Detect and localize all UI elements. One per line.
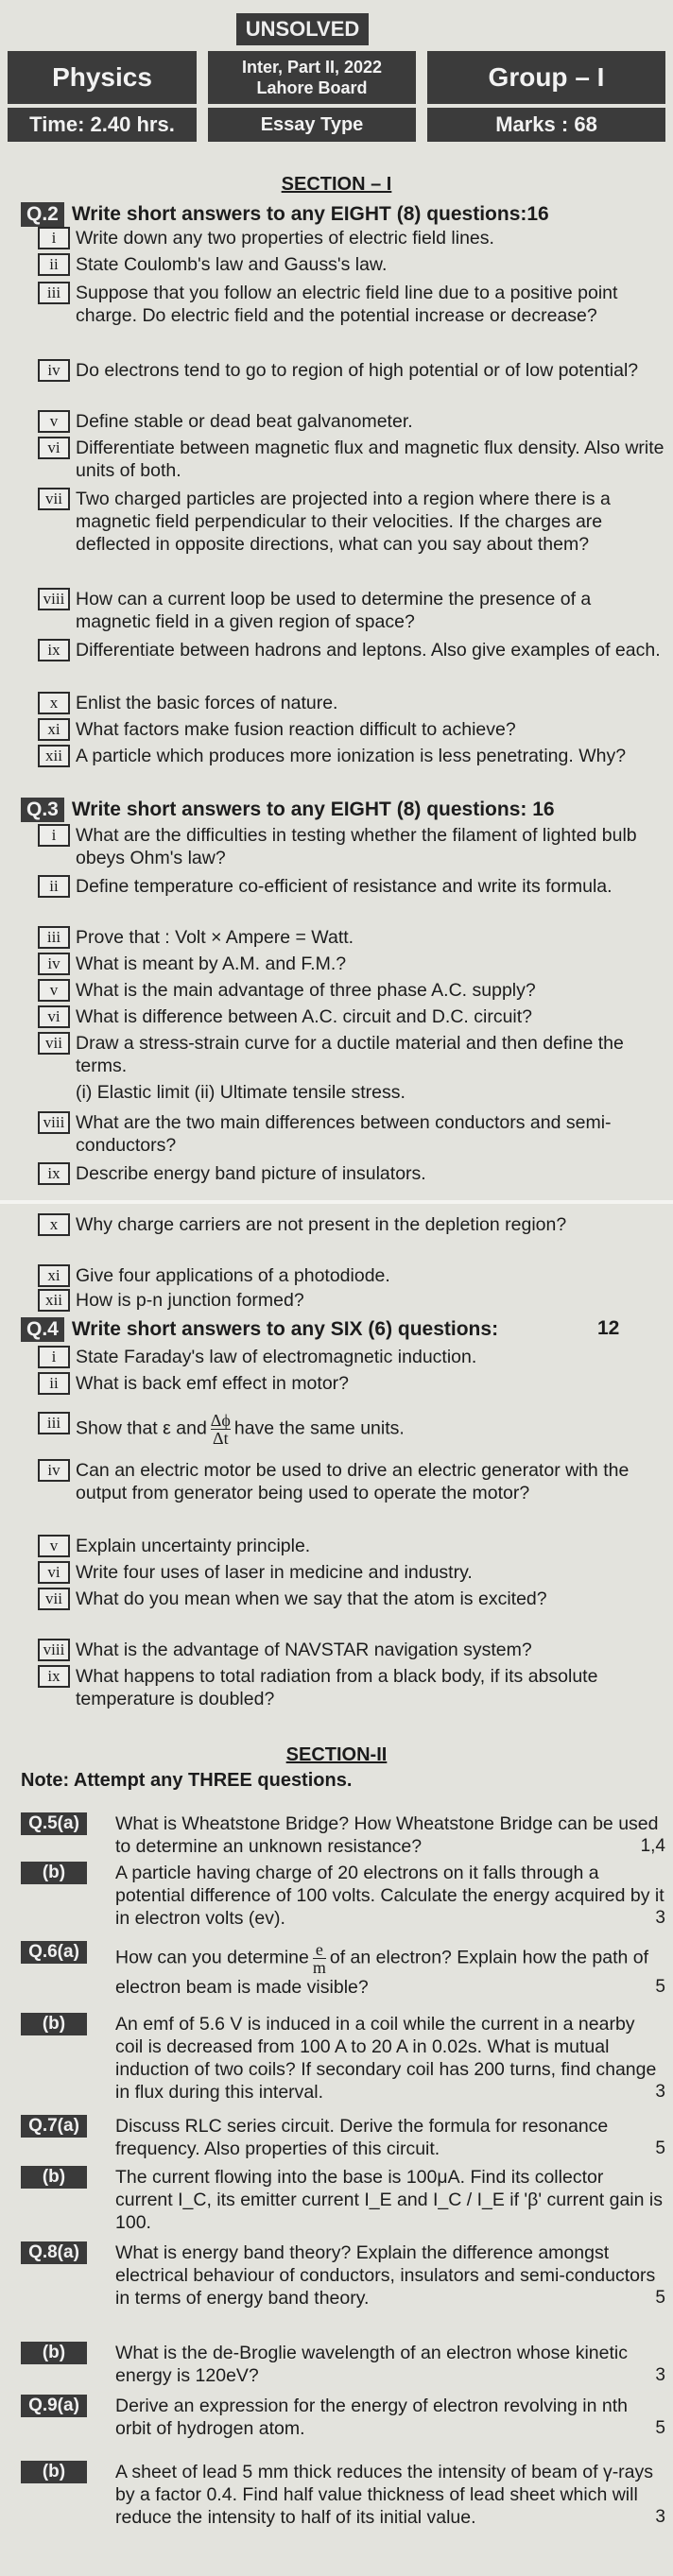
- q7a: [21, 2115, 665, 2160]
- q9a: [21, 2395, 665, 2440]
- item-number: v: [38, 1535, 70, 1557]
- item-text: How can a current loop be used to determine the presence of a magnetic field in a given region of space?: [76, 589, 592, 632]
- q5b: [21, 1862, 665, 1930]
- fraction-numerator: e: [315, 1940, 323, 1959]
- item-text: What is meant by A.M. and F.M.?: [76, 953, 347, 974]
- item-text: Write down any two properties of electric field lines.: [76, 228, 494, 249]
- q2-title: Write short answers to any EIGHT (8) questions:16: [71, 203, 549, 225]
- q2-item: [45, 745, 665, 767]
- item-text: Prove that : Volt × Ampere = Watt.: [76, 927, 354, 948]
- item-text: Differentiate between magnetic flux and magnetic flux density. Also write units of both.: [76, 438, 664, 481]
- q2-heading: [21, 202, 549, 227]
- fraction-numerator: Δϕ: [210, 1411, 231, 1430]
- q4-item: [46, 1411, 665, 1448]
- item-text: A particle which produces more ionization is less penetrating. Why?: [76, 746, 627, 766]
- q2-number: Q.2: [21, 202, 64, 227]
- item-number: vii: [38, 488, 70, 510]
- question-text-pre: How can you determine: [115, 1947, 309, 1968]
- section-1-title: SECTION – I: [281, 174, 392, 195]
- item-text: Do electrons tend to go to region of high potential or of low potential?: [76, 360, 639, 381]
- q6a: [21, 1941, 665, 1999]
- item-number: vi: [38, 1005, 70, 1028]
- question-marks: 3: [655, 2507, 665, 2527]
- item-number: v: [38, 979, 70, 1002]
- q7b: [21, 2166, 665, 2234]
- item-number: xi: [38, 1264, 70, 1287]
- q2-item: [45, 488, 665, 556]
- item-number: x: [38, 692, 70, 714]
- item-number: v: [38, 410, 70, 433]
- unsolved-label: UNSOLVED: [236, 13, 369, 45]
- question-tag: (b): [21, 2013, 87, 2035]
- q4-item: [49, 1535, 665, 1557]
- question-text: What is the de-Broglie wavelength of an electron whose kinetic energy is 120eV?: [115, 2343, 628, 2386]
- q4-item: [45, 1588, 665, 1610]
- question-text: Derive an expression for the energy of electron revolving in nth orbit of hydrogen atom.: [115, 2396, 628, 2439]
- q4-item: [51, 1346, 665, 1368]
- paper-type-label: Essay Type: [208, 108, 416, 142]
- q2-item: [51, 227, 665, 249]
- q8a: [21, 2241, 665, 2310]
- item-number: viii: [38, 1111, 70, 1134]
- question-text: What is Wheatstone Bridge? How Wheatstone Bridge can be used to determine an unknown resistance?: [115, 1813, 659, 1857]
- group-label: Group – I: [427, 51, 665, 104]
- item-number: xii: [38, 1289, 70, 1312]
- question-marks: 3: [655, 1908, 665, 1928]
- item-number: iv: [38, 953, 70, 975]
- q4-item: [47, 1459, 665, 1504]
- item-text: Enlist the basic forces of nature.: [76, 693, 338, 713]
- question-text-post: of an electron? Explain how the path of electron beam is made visible?: [115, 1947, 649, 1998]
- item-number: vii: [38, 1588, 70, 1610]
- question-tag: Q.9(a): [21, 2395, 87, 2417]
- question-marks: 5: [655, 2288, 665, 2308]
- question-marks: 3: [655, 2082, 665, 2102]
- section-2-note: Note: Attempt any THREE questions.: [21, 1770, 353, 1791]
- exam-board-line: Lahore Board: [256, 78, 368, 97]
- item-text: Why charge carriers are not present in the depletion region?: [76, 1214, 567, 1235]
- item-text: Give four applications of a photodiode.: [76, 1265, 390, 1286]
- q4-number: Q.4: [21, 1317, 64, 1342]
- q2-item: [49, 253, 665, 276]
- item-number: iii: [38, 282, 70, 304]
- item-text: Suppose that you follow an electric field line due to a positive point charge. Do electric field and the potential increase or decrease?: [76, 283, 618, 326]
- item-text: What are the difficulties in testing whether the filament of lighted bulb obeys Ohm's law?: [76, 825, 637, 868]
- question-text: A particle having charge of 20 electrons on it falls through a potential difference of 100 volts. Calculate the energy acquired by it in electron volts (ev).: [115, 1863, 664, 1929]
- q3-item: [46, 926, 665, 949]
- question-marks: 5: [655, 2418, 665, 2438]
- item-text: What do you mean when we say that the atom is excited?: [76, 1589, 547, 1609]
- q4-item: [47, 1561, 665, 1584]
- fraction-denominator: Δt: [211, 1429, 231, 1447]
- item-text: State Faraday's law of electromagnetic induction.: [76, 1347, 477, 1367]
- exam-year-line: Inter, Part II, 2022: [241, 58, 383, 77]
- question-text: A sheet of lead 5 mm thick reduces the intensity of beam of γ-rays by a factor 0.4. Find half value thickness of lead sheet which will reduce the intensity to half of its initial value.: [115, 2462, 654, 2528]
- q4-marks: 12: [597, 1317, 620, 1339]
- q3-item: [47, 1005, 665, 1028]
- subject-label: Physics: [8, 51, 197, 104]
- item-text: What is the main advantage of three phase A.C. supply?: [76, 980, 536, 1001]
- item-text: Draw a stress-strain curve for a ductile material and then define the terms.: [76, 1033, 624, 1076]
- item-number: vi: [38, 437, 70, 459]
- q3-item: [49, 1213, 665, 1236]
- item-text: What are the two main differences between conductors and semi-conductors?: [76, 1112, 612, 1156]
- q3-heading: [21, 798, 555, 822]
- q3-number: Q.3: [21, 798, 64, 822]
- item-text: State Coulomb's law and Gauss's law.: [76, 254, 388, 275]
- item-number: viii: [38, 1639, 70, 1661]
- q2-item: [47, 639, 665, 661]
- q2-item: [47, 359, 665, 382]
- question-tag: (b): [21, 1862, 87, 1884]
- question-tag: Q.6(a): [21, 1941, 87, 1964]
- item-text: How is p-n junction formed?: [76, 1290, 304, 1311]
- item-text: Two charged particles are projected into a region where there is a magnetic field perpendicular to their velocities. If the charges are deflected in opposite directions, what can you say about them?: [76, 489, 611, 555]
- question-tag: (b): [21, 2342, 87, 2364]
- question-text: Discuss RLC series circuit. Derive the formula for resonance frequency. Also properties of this circuit.: [115, 2116, 609, 2159]
- item-number: ix: [38, 1665, 70, 1688]
- item-number: iv: [38, 359, 70, 382]
- marks-label: Marks : 68: [427, 108, 665, 142]
- question-tag: (b): [21, 2166, 87, 2189]
- section-2-title: SECTION-II: [285, 1744, 388, 1765]
- item-number: ix: [38, 639, 70, 661]
- q4-item: [43, 1639, 665, 1661]
- item-number: ix: [38, 1162, 70, 1185]
- q3-item: [47, 1264, 665, 1287]
- q4-item: [47, 1665, 665, 1710]
- item-text: Write four uses of laser in medicine and industry.: [76, 1562, 473, 1583]
- item-text: Define stable or dead beat galvanometer.: [76, 411, 413, 432]
- q9b: [21, 2461, 665, 2529]
- q2-item: [49, 692, 665, 714]
- question-tag: Q.5(a): [21, 1812, 87, 1835]
- item-number: xi: [38, 718, 70, 741]
- item-number: iii: [38, 1412, 70, 1434]
- q3-item: [49, 875, 665, 898]
- q3-item: [45, 1032, 665, 1077]
- item-text: What is back emf effect in motor?: [76, 1373, 350, 1394]
- item-number: vii: [38, 1032, 70, 1055]
- item-text: Can an electric motor be used to drive an electric generator with the output from generator being used to operate the motor?: [76, 1460, 630, 1503]
- item-text: (i) Elastic limit (ii) Ultimate tensile stress.: [76, 1082, 406, 1103]
- q3-item: [47, 953, 665, 975]
- time-label: Time: 2.40 hrs.: [8, 108, 197, 142]
- question-marks: 1,4: [640, 1836, 665, 1856]
- item-text: Differentiate between hadrons and leptons. Also give examples of each.: [76, 640, 661, 661]
- item-number: ii: [38, 253, 70, 276]
- exam-info: [208, 51, 416, 104]
- item-text-pre: Show that ε and: [76, 1417, 207, 1439]
- delta-phi-over-delta-t-fraction: [211, 1412, 231, 1447]
- q4-title: Write short answers to any SIX (6) questions:: [71, 1318, 499, 1340]
- item-number: i: [38, 1346, 70, 1368]
- question-text: What is energy band theory? Explain the difference amongst electrical behaviour of conductors, insulators and semi-conductors in terms of energy band theory.: [115, 2242, 656, 2309]
- page-fold-divider: [0, 1200, 673, 1204]
- item-number: x: [38, 1213, 70, 1236]
- paper-header: [0, 0, 673, 146]
- item-text: Describe energy band picture of insulators.: [76, 1163, 426, 1184]
- q2-item: [46, 282, 665, 327]
- question-marks: 5: [655, 2138, 665, 2158]
- q3-item: [49, 979, 665, 1002]
- item-text-post: have the same units.: [233, 1417, 405, 1439]
- q2-item: [47, 437, 665, 482]
- q2-item: [49, 410, 665, 433]
- q5a: [21, 1812, 665, 1858]
- q3-item: [45, 1289, 665, 1312]
- e-over-m-fraction: [313, 1941, 326, 1976]
- fraction-denominator: m: [312, 1958, 326, 1977]
- q2-item: [43, 588, 665, 633]
- item-number: ii: [38, 875, 70, 898]
- question-text: The current flowing into the base is 100μA. Find its collector current I_C, its emitter current I_E and I_C / I_E if 'β' current gain is 100.: [115, 2167, 663, 2233]
- item-text: Explain uncertainty principle.: [76, 1536, 311, 1556]
- item-number: iii: [38, 926, 70, 949]
- q4-item: [49, 1372, 665, 1395]
- q4-heading: [21, 1317, 665, 1342]
- q6b: [21, 2013, 665, 2104]
- q2-item: [47, 718, 665, 741]
- q3-title: Write short answers to any EIGHT (8) questions: 16: [71, 799, 555, 820]
- question-tag: Q.7(a): [21, 2115, 87, 2138]
- q3-item: [43, 1111, 665, 1157]
- item-number: i: [38, 227, 70, 249]
- question-marks: 3: [655, 2365, 665, 2385]
- item-number: viii: [38, 588, 70, 610]
- item-text: What is difference between A.C. circuit and D.C. circuit?: [76, 1006, 533, 1027]
- q3-item: [47, 1162, 665, 1185]
- item-number: ii: [38, 1372, 70, 1395]
- item-text: Define temperature co-efficient of resistance and write its formula.: [76, 876, 613, 897]
- q3-item-continuation: [76, 1081, 665, 1104]
- item-number: iv: [38, 1459, 70, 1482]
- item-text: What happens to total radiation from a black body, if its absolute temperature is doubled?: [76, 1666, 598, 1709]
- question-tag: Q.8(a): [21, 2241, 87, 2264]
- item-text: What factors make fusion reaction difficult to achieve?: [76, 719, 516, 740]
- item-number: xii: [38, 745, 70, 767]
- question-tag: (b): [21, 2461, 87, 2483]
- question-text: An emf of 5.6 V is induced in a coil while the current in a nearby coil is decreased from 100 A to 20 A in 0.02s. What is mutual induction of two coils? If secondary coil has 200 turns, find change in flux during this interval.: [115, 2014, 657, 2103]
- item-text: What is the advantage of NAVSTAR navigation system?: [76, 1640, 532, 1660]
- question-marks: 5: [655, 1977, 665, 1997]
- item-number: vi: [38, 1561, 70, 1584]
- item-number: i: [38, 824, 70, 847]
- q3-item: [51, 824, 665, 869]
- q8b: [21, 2342, 665, 2387]
